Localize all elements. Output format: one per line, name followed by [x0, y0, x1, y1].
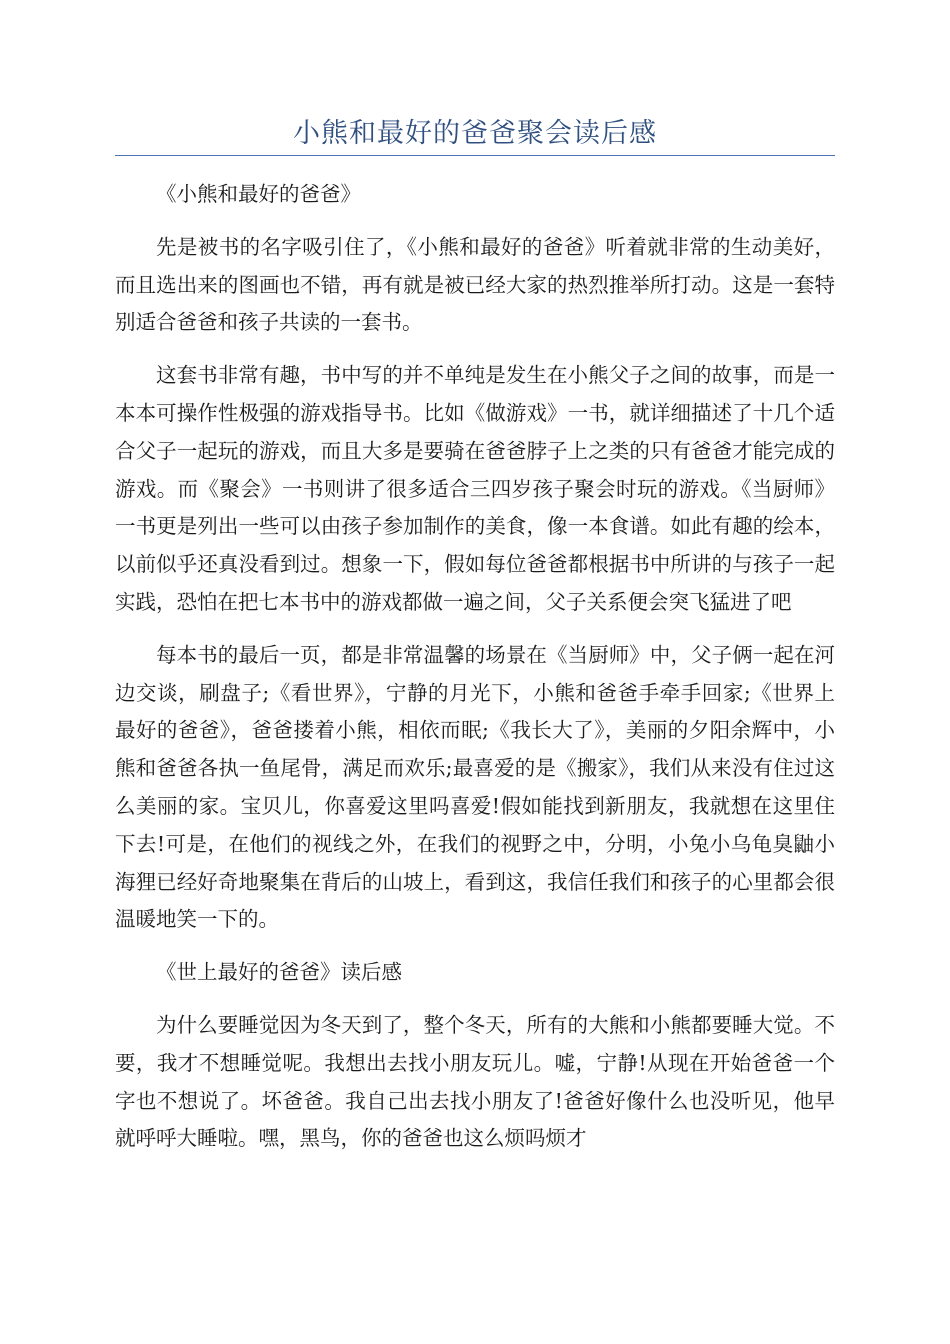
document-title: 小熊和最好的爸爸聚会读后感: [293, 118, 657, 149]
paragraph: 先是被书的名字吸引住了，《小熊和最好的爸爸》听着就非常的生动美好，而且选出来的图画也不错，再有就是被已经大家的热烈推举所打动。这是一套特别适合爸爸和孩子共读的一套书。: [115, 234, 835, 335]
paragraph: 每本书的最后一页，都是非常温馨的场景在《当厨师》中，父子俩一起在河边交谈，刷盘子;《看世界》，宁静的月光下，小熊和爸爸手牵手回家;《世界上最好的爸爸》，爸爸搂着小熊，相依而眠;《我长大了》，美丽的夕阳余辉中，小熊和爸爸各执一鱼尾骨，满足而欢乐;最喜爱的是《搬家》，我们从来没有住过这么美丽的家。宝贝儿，你喜爱这里吗喜爱!假如能找到新朋友，我就想在这里住下去!可是，在他们的视线之外，在我们的视野之中，分明，小兔小乌龟臭鼬小海狸已经好奇地聚集在背后的山坡上，看到这，我信任我们和孩子的心里都会很温暖地笑一下的。: [115, 642, 835, 932]
paragraph-book-title: 《小熊和最好的爸爸》: [156, 182, 361, 206]
paragraph: 这套书非常有趣，书中写的并不单纯是发生在小熊父子之间的故事，而是一本本可操作性极强的游戏指导书。比如《做游戏》一书，就详细描述了十几个适合父子一起玩的游戏，而且大多是要骑在爸爸脖子上之类的只有爸爸才能完成的游戏。而《聚会》一书则讲了很多适合三四岁孩子聚会时玩的游戏。《当厨师》一书更是列出一些可以由孩子参加制作的美食，像一本食谱。如此有趣的绘本，以前似乎还真没看到过。想象一下，假如每位爸爸都根据书中所讲的与孩子一起实践，恐怕在把七本书中的游戏都做一遍之间，父子关系便会突飞猛进了吧: [115, 363, 835, 614]
paragraph: 为什么要睡觉因为冬天到了，整个冬天，所有的大熊和小熊都要睡大觉。不要，我才不想睡觉呢。我想出去找小朋友玩儿。嘘，宁静!从现在开始爸爸一个字也不想说了。坏爸爸。我自己出去找小朋友了!爸爸好像什么也没听见，他早就呼呼大睡啦。嘿，黑鸟，你的爸爸也这么烦吗烦才: [115, 1012, 835, 1151]
title-underline: [115, 155, 835, 156]
paragraph-section-heading: 《世上最好的爸爸》读后感: [156, 960, 402, 985]
document-body: [115, 176, 835, 1173]
